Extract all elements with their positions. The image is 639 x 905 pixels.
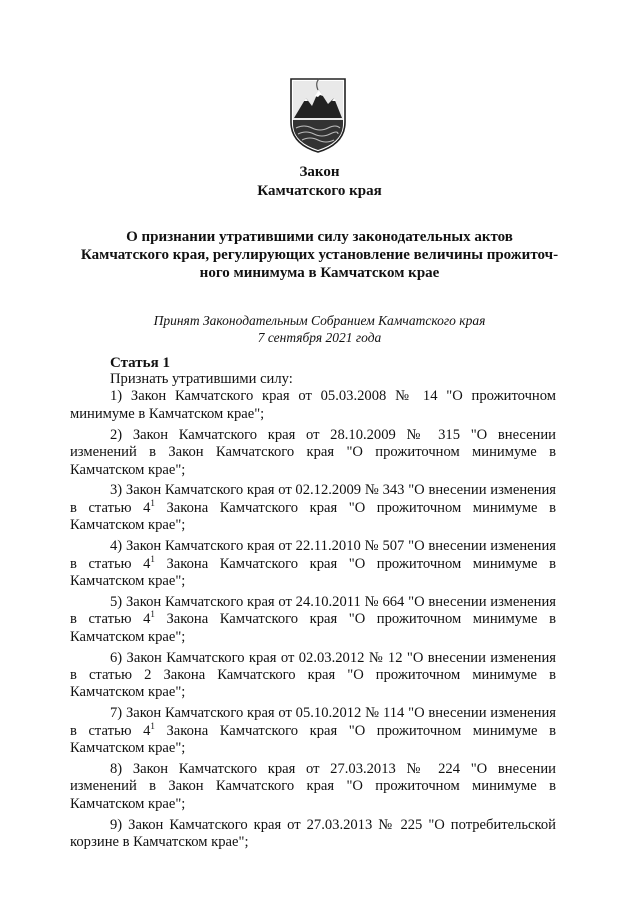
adoption-note — [0, 312, 639, 346]
list-item: 3) Закон Камчатского края от 02.12.2009 № 343 "О внесении изменения в статью $4^1$ Закона Камчатского края "О прожиточном минимуме в Камчатском крае"; — [70, 482, 556, 534]
adoption-body: Принят Законодательным Собранием Камчатского края — [153, 313, 486, 328]
law-label: Закон — [299, 164, 340, 180]
article-body — [70, 371, 556, 852]
article-heading: Статья 1 — [110, 355, 170, 371]
list-item: 8) Закон Камчатского края от 27.03.2013 № 224 "О внесении изменений в Закон Камчатского края "О прожиточном минимуме в Камчатском крае"; — [70, 761, 556, 812]
subtitle-line: О признании утратившими силу законодательных актов — [126, 229, 513, 245]
article-intro: Признать утратившими силу: — [110, 371, 293, 387]
list-item: 1) Закон Камчатского края от 05.03.2008 № 14 "О прожиточном минимуме в Камчатском крае"; — [70, 388, 556, 422]
region-label: Камчатского края — [257, 183, 382, 199]
list-item: 5) Закон Камчатского края от 24.10.2011 № 664 "О внесении изменения в статью $4^1$ Закона Камчатского края "О прожиточном минимуме в Камчатском крае"; — [70, 593, 556, 645]
list-item: 6) Закон Камчатского края от 02.03.2012 № 12 "О внесении изменения в статью 2 Закона Камчатского края "О прожиточном минимуме в Камчатском крае"; — [70, 649, 556, 701]
list-item: 9) Закон Камчатского края от 27.03.2013 № 225 "О потребительской корзине в Камчатском крае"; — [70, 816, 556, 851]
subtitle-line: ного минимума в Камчатском крае — [199, 265, 440, 281]
subtitle-line: Камчатского края, регулирующих установление величины прожиточ- — [80, 247, 559, 263]
adoption-date: 7 сентября 2021 года — [257, 330, 382, 345]
list-item: 7) Закон Камчатского края от 05.10.2012 № 114 "О внесении изменения в статью $4^1$ Закона Камчатского края "О прожиточном минимуме в Камчатском крае"; — [70, 705, 556, 757]
coat-of-arms-icon — [288, 74, 348, 154]
list-item: 2) Закон Камчатского края от 28.10.2009 № 315 "О внесении изменений в Закон Камчатского края "О прожиточном минимуме в Камчатском крае"; — [70, 426, 556, 478]
law-title — [0, 163, 639, 201]
law-subtitle — [0, 228, 639, 282]
list-item: 4) Закон Камчатского края от 22.11.2010 № 507 "О внесении изменения в статью $4^1$ Закона Камчатского края "О прожиточном минимуме в Камчатском крае"; — [70, 538, 556, 589]
